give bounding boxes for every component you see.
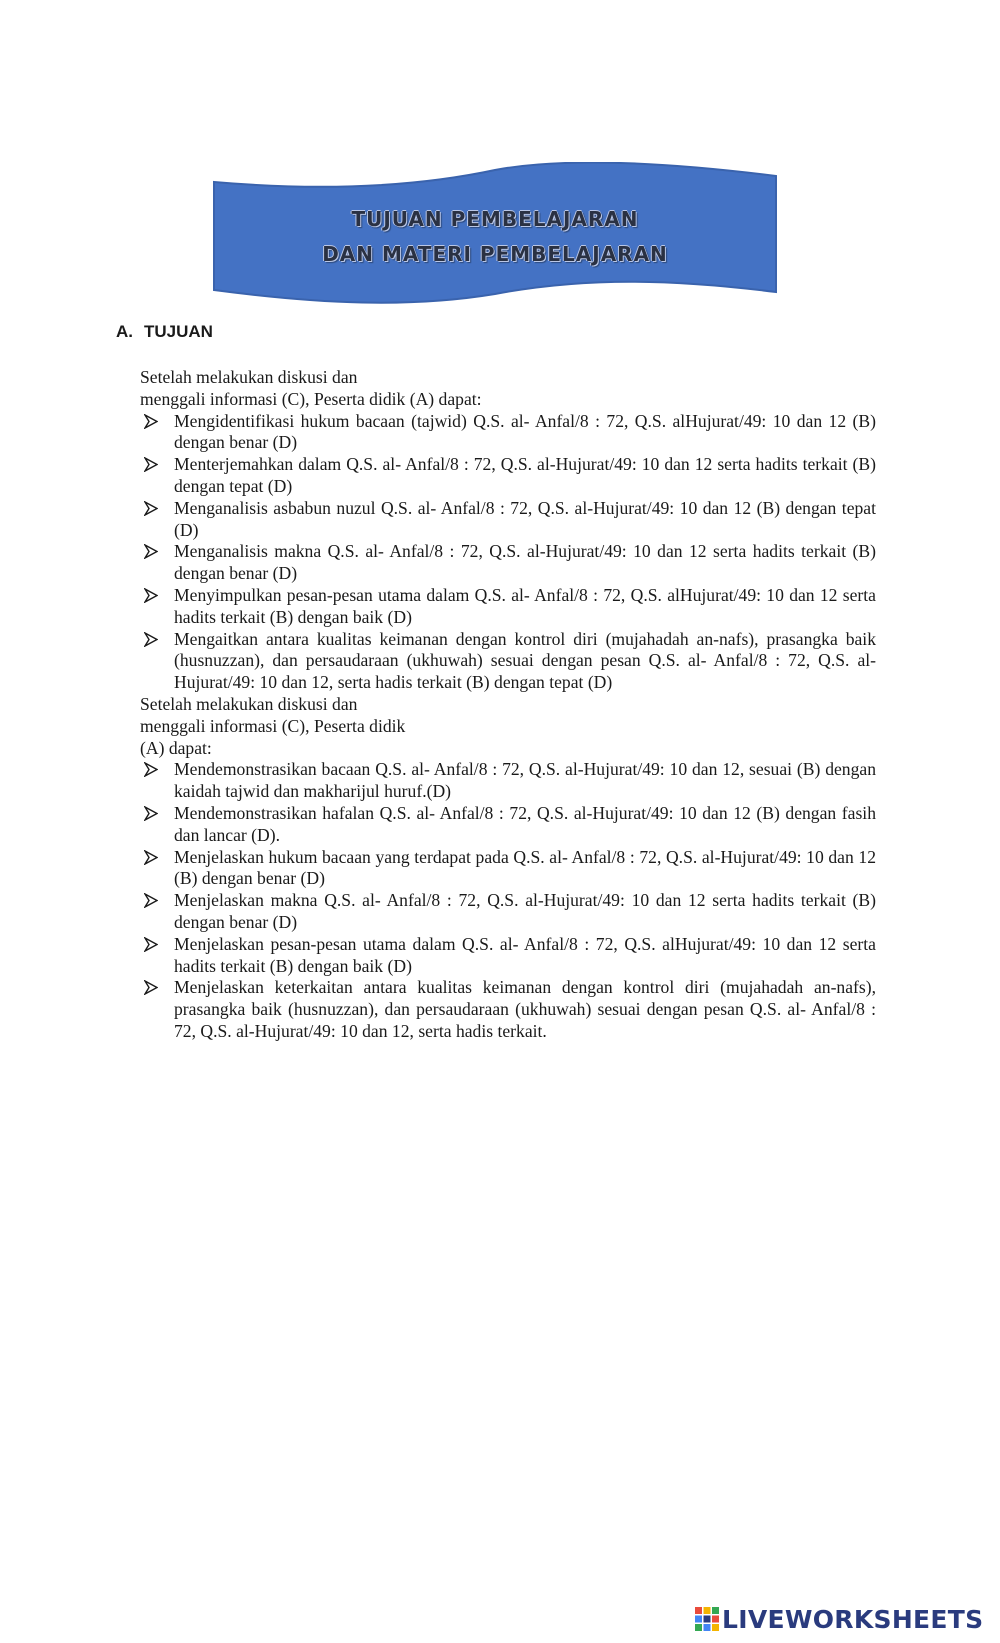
- arrow-bullet-icon: [144, 544, 158, 559]
- list-item: [140, 890, 876, 934]
- arrow-bullet-icon: [144, 893, 158, 908]
- group2-intro-line3: (A) dapat:: [140, 737, 212, 758]
- item-text: Mengaitkan antara kualitas keimanan dengan kontrol diri (mujahadah an-nafs), prasangka baik (husnuzzan), dan persaudaraan (ukhuwah) sesuai dengan pesan Q.S. al- Anfal/8 : 72, Q.S. al-Hujurat/49: 10 dan 12, serta hadis terkait (B) dengan tepat (D): [174, 628, 876, 693]
- arrow-bullet-icon: [144, 457, 158, 472]
- arrow-bullet-icon: [144, 501, 158, 516]
- list-item: [140, 585, 876, 629]
- arrow-bullet-icon: [144, 937, 158, 952]
- liveworksheets-logo-icon: [694, 1606, 720, 1632]
- liveworksheets-logo[interactable]: [694, 1604, 983, 1634]
- title-banner: [210, 162, 780, 310]
- item-text: Menyimpulkan pesan-pesan utama dalam Q.S. al- Anfal/8 : 72, Q.S. alHujurat/49: 10 dan 12 serta hadits terkait (B) dengan baik (D): [174, 584, 876, 627]
- arrow-bullet-icon: [144, 806, 158, 821]
- arrow-bullet-icon: [144, 414, 158, 429]
- item-text: Mendemonstrasikan hafalan Q.S. al- Anfal/8 : 72, Q.S. al-Hujurat/49: 10 dan 12 (B) dengan fasih dan lancar (D).: [174, 802, 876, 845]
- arrow-bullet-icon: [144, 762, 158, 777]
- list-item: [140, 759, 876, 803]
- item-text: Mendemonstrasikan bacaan Q.S. al- Anfal/8 : 72, Q.S. al-Hujurat/49: 10 dan 12, sesuai (B) dengan kaidah tajwid dan makharijul huruf.(D): [174, 759, 876, 802]
- banner-ribbon-shape: [210, 162, 780, 310]
- list-item: [140, 934, 876, 978]
- arrow-bullet-icon: [144, 588, 158, 603]
- section-title: TUJUAN: [144, 322, 213, 341]
- item-text: Menterjemahkan dalam Q.S. al- Anfal/8 : 72, Q.S. al-Hujurat/49: 10 dan 12 serta hadits terkait (B) dengan tepat (D): [174, 454, 876, 496]
- item-text: Mengidentifikasi hukum bacaan (tajwid) Q.S. al- Anfal/8 : 72, Q.S. alHujurat/49: 10 dan 12 (B) dengan benar (D): [174, 410, 876, 453]
- arrow-bullet-icon: [144, 632, 158, 647]
- banner-title-line2: DAN MATERI PEMBELAJARAN: [322, 242, 668, 266]
- item-text: Menjelaskan keterkaitan antara kualitas keimanan dengan kontrol diri (mujahadah an-nafs), prasangka baik (husnuzzan), dan persaudaraan (ukhuwah) sesuai dengan pesan Q.S. al- Anfal/8 : 72, Q.S. al-Hujurat/49: 10 dan 12, serta hadis terkait.: [174, 977, 876, 1041]
- list-item: [140, 454, 876, 498]
- group2-intro-line1: Setelah melakukan diskusi dan: [140, 693, 358, 714]
- objectives-content: [140, 367, 876, 1043]
- item-text: Menjelaskan makna Q.S. al- Anfal/8 : 72, Q.S. al-Hujurat/49: 10 dan 12 serta hadits terkait (B) dengan benar (D): [174, 890, 876, 932]
- item-text: Menganalisis asbabun nuzul Q.S. al- Anfal/8 : 72, Q.S. al-Hujurat/49: 10 dan 12 (B) dengan tepat (D): [174, 497, 876, 540]
- list-item: [140, 803, 876, 847]
- list-item: [140, 498, 876, 542]
- section-heading: [116, 322, 213, 342]
- banner-title-line1: TUJUAN PEMBELAJARAN: [351, 207, 639, 231]
- item-text: Menjelaskan pesan-pesan utama dalam Q.S. al- Anfal/8 : 72, Q.S. alHujurat/49: 10 dan 12 serta hadits terkait (B) dengan baik (D): [174, 933, 876, 976]
- logo-text: LIVEWORKSHEETS: [722, 1604, 984, 1634]
- list-item: [140, 411, 876, 455]
- item-text: Menganalisis makna Q.S. al- Anfal/8 : 72, Q.S. al-Hujurat/49: 10 dan 12 serta hadits terkait (B) dengan benar (D): [174, 541, 876, 584]
- arrow-bullet-icon: [144, 980, 158, 995]
- arrow-bullet-icon: [144, 850, 158, 865]
- item-text: Menjelaskan hukum bacaan yang terdapat pada Q.S. al- Anfal/8 : 72, Q.S. al-Hujurat/49: 10 dan 12 (B) dengan benar (D): [174, 846, 876, 889]
- group1-intro-line2: menggali informasi (C), Peserta didik (A) dapat:: [140, 388, 482, 409]
- section-letter: A.: [116, 322, 133, 341]
- group2-intro-line2: menggali informasi (C), Peserta didik: [140, 715, 406, 736]
- group1-intro-line1: Setelah melakukan diskusi dan: [140, 367, 358, 387]
- list-item: [140, 977, 876, 1042]
- list-item: [140, 541, 876, 585]
- list-item: [140, 847, 876, 891]
- list-item: [140, 629, 876, 694]
